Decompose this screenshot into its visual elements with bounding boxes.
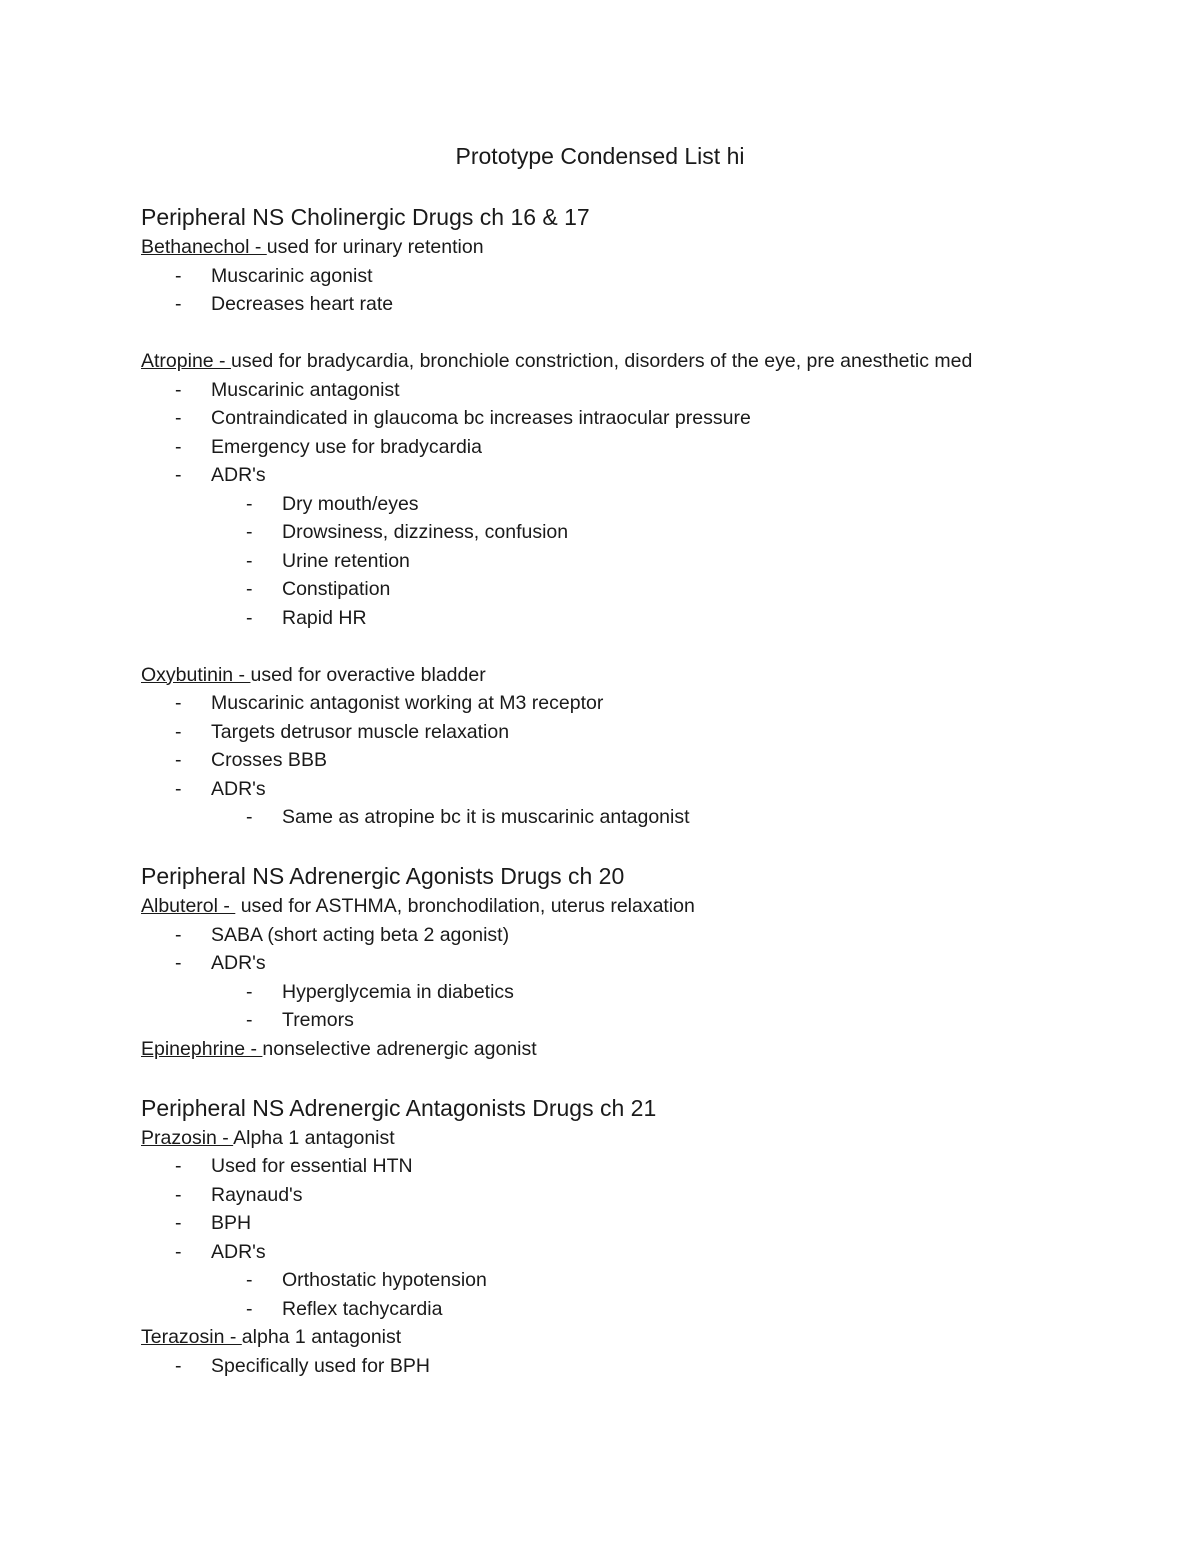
section-heading-adrenergic-agonists: Peripheral NS Adrenergic Agonists Drugs ch 20 (141, 863, 625, 889)
bullet-dash: - (175, 692, 182, 714)
list-item: - ADR's (141, 949, 1041, 978)
bullet-dash: - (175, 464, 182, 486)
list-item: - ADR's (141, 461, 1041, 490)
drug-entry-terazosin (141, 1323, 1041, 1352)
drug-name: Prazosin - (141, 1126, 234, 1149)
bullet-dash: - (246, 549, 253, 572)
bullet-dash: - (246, 606, 253, 629)
bullet-dash: - (175, 1155, 182, 1177)
sub-list-item: - Rapid HR (141, 604, 1041, 633)
bullet-dash: - (246, 521, 253, 543)
list-item: - Raynaud's (141, 1181, 1041, 1210)
drug-entry-atropine (141, 347, 1041, 376)
sub-list-item: - Orthostatic hypotension (141, 1266, 1041, 1295)
drug-name: Oxybutinin - (141, 663, 251, 686)
bullet-dash: - (246, 1297, 253, 1320)
drug-description: used for overactive bladder (250, 663, 486, 686)
drug-description: used for bradycardia, bronchiole constriction, disorders of the eye, pre anesthetic med (230, 350, 973, 372)
drug-entry-prazosin (141, 1124, 1041, 1153)
sub-list-item: - Same as atropine bc it is muscarinic antagonist (141, 803, 1041, 832)
bullet-dash: - (175, 923, 182, 946)
drug-entry-bethanechol (141, 233, 1041, 262)
document-body (141, 201, 1041, 1380)
sub-list-item: - Hyperglycemia in diabetics (141, 978, 1041, 1007)
drug-description: used for ASTHMA, bronchodilation, uterus relaxation (235, 895, 695, 917)
bullet-dash: - (175, 777, 182, 800)
list-item: - BPH (141, 1209, 1041, 1238)
list-item: - Muscarinic antagonist working at M3 receptor (141, 689, 1041, 718)
list-item: - Contraindicated in glaucoma bc increases intraocular pressure (141, 404, 1041, 433)
list-item: - Used for essential HTN (141, 1152, 1041, 1181)
sub-list-item: - Dry mouth/eyes (141, 490, 1041, 519)
bullet-dash: - (246, 492, 253, 515)
drug-entry-oxybutinin (141, 661, 1041, 690)
list-item: - Crosses BBB (141, 746, 1041, 775)
drug-description: used for urinary retention (266, 236, 484, 258)
bullet-dash: - (175, 1212, 182, 1234)
drug-name: Bethanechol - (141, 236, 267, 258)
drug-entry-epinephrine (141, 1035, 1041, 1064)
bullet-dash: - (175, 1240, 182, 1263)
bullet-dash: - (175, 378, 182, 401)
drug-description: nonselective adrenergic agonist (262, 1037, 537, 1060)
drug-name: Albuterol - (141, 895, 236, 917)
bullet-dash: - (246, 578, 253, 600)
list-item: - Emergency use for bradycardia (141, 433, 1041, 462)
bullet-dash: - (246, 1269, 253, 1291)
bullet-dash: - (246, 1009, 253, 1031)
list-item: - Muscarinic antagonist (141, 376, 1041, 405)
list-item: - Decreases heart rate (141, 290, 1041, 319)
bullet-dash: - (175, 1183, 182, 1206)
bullet-dash: - (175, 264, 182, 287)
bullet-dash: - (175, 293, 182, 315)
document-title: Prototype Condensed List hi (455, 143, 745, 169)
list-item: - Muscarinic agonist (141, 262, 1041, 291)
sub-list-item: - Urine retention (141, 547, 1041, 576)
list-item: - ADR's (141, 775, 1041, 804)
drug-description: Alpha 1 antagonist (233, 1126, 395, 1149)
bullet-dash: - (175, 749, 182, 771)
list-item: - ADR's (141, 1238, 1041, 1267)
drug-name: Atropine - (141, 350, 231, 372)
bullet-dash: - (175, 407, 182, 429)
bullet-dash: - (175, 952, 182, 974)
sub-list-item: - Drowsiness, dizziness, confusion (141, 518, 1041, 547)
list-item: - Targets detrusor muscle relaxation (141, 718, 1041, 747)
bullet-dash: - (175, 720, 182, 743)
drug-name: Epinephrine - (141, 1037, 263, 1060)
sub-list-item: - Reflex tachycardia (141, 1295, 1041, 1324)
sub-list-item: - Constipation (141, 575, 1041, 604)
section-heading-adrenergic-antagonists: Peripheral NS Adrenergic Antagonists Drugs ch 21 (141, 1094, 657, 1121)
drug-description: alpha 1 antagonist (241, 1326, 402, 1348)
list-item: - Specifically used for BPH (141, 1352, 1041, 1381)
sub-list-item: - Tremors (141, 1006, 1041, 1035)
section-heading-cholinergic: Peripheral NS Cholinergic Drugs ch 16 & 17 (141, 204, 590, 230)
drug-entry-albuterol (141, 892, 1041, 921)
bullet-dash: - (175, 1354, 182, 1377)
bullet-dash: - (246, 980, 253, 1003)
list-item: - SABA (short acting beta 2 agonist) (141, 921, 1041, 950)
drug-name: Terazosin - (141, 1326, 242, 1348)
bullet-dash: - (175, 435, 182, 458)
bullet-dash: - (246, 806, 253, 828)
